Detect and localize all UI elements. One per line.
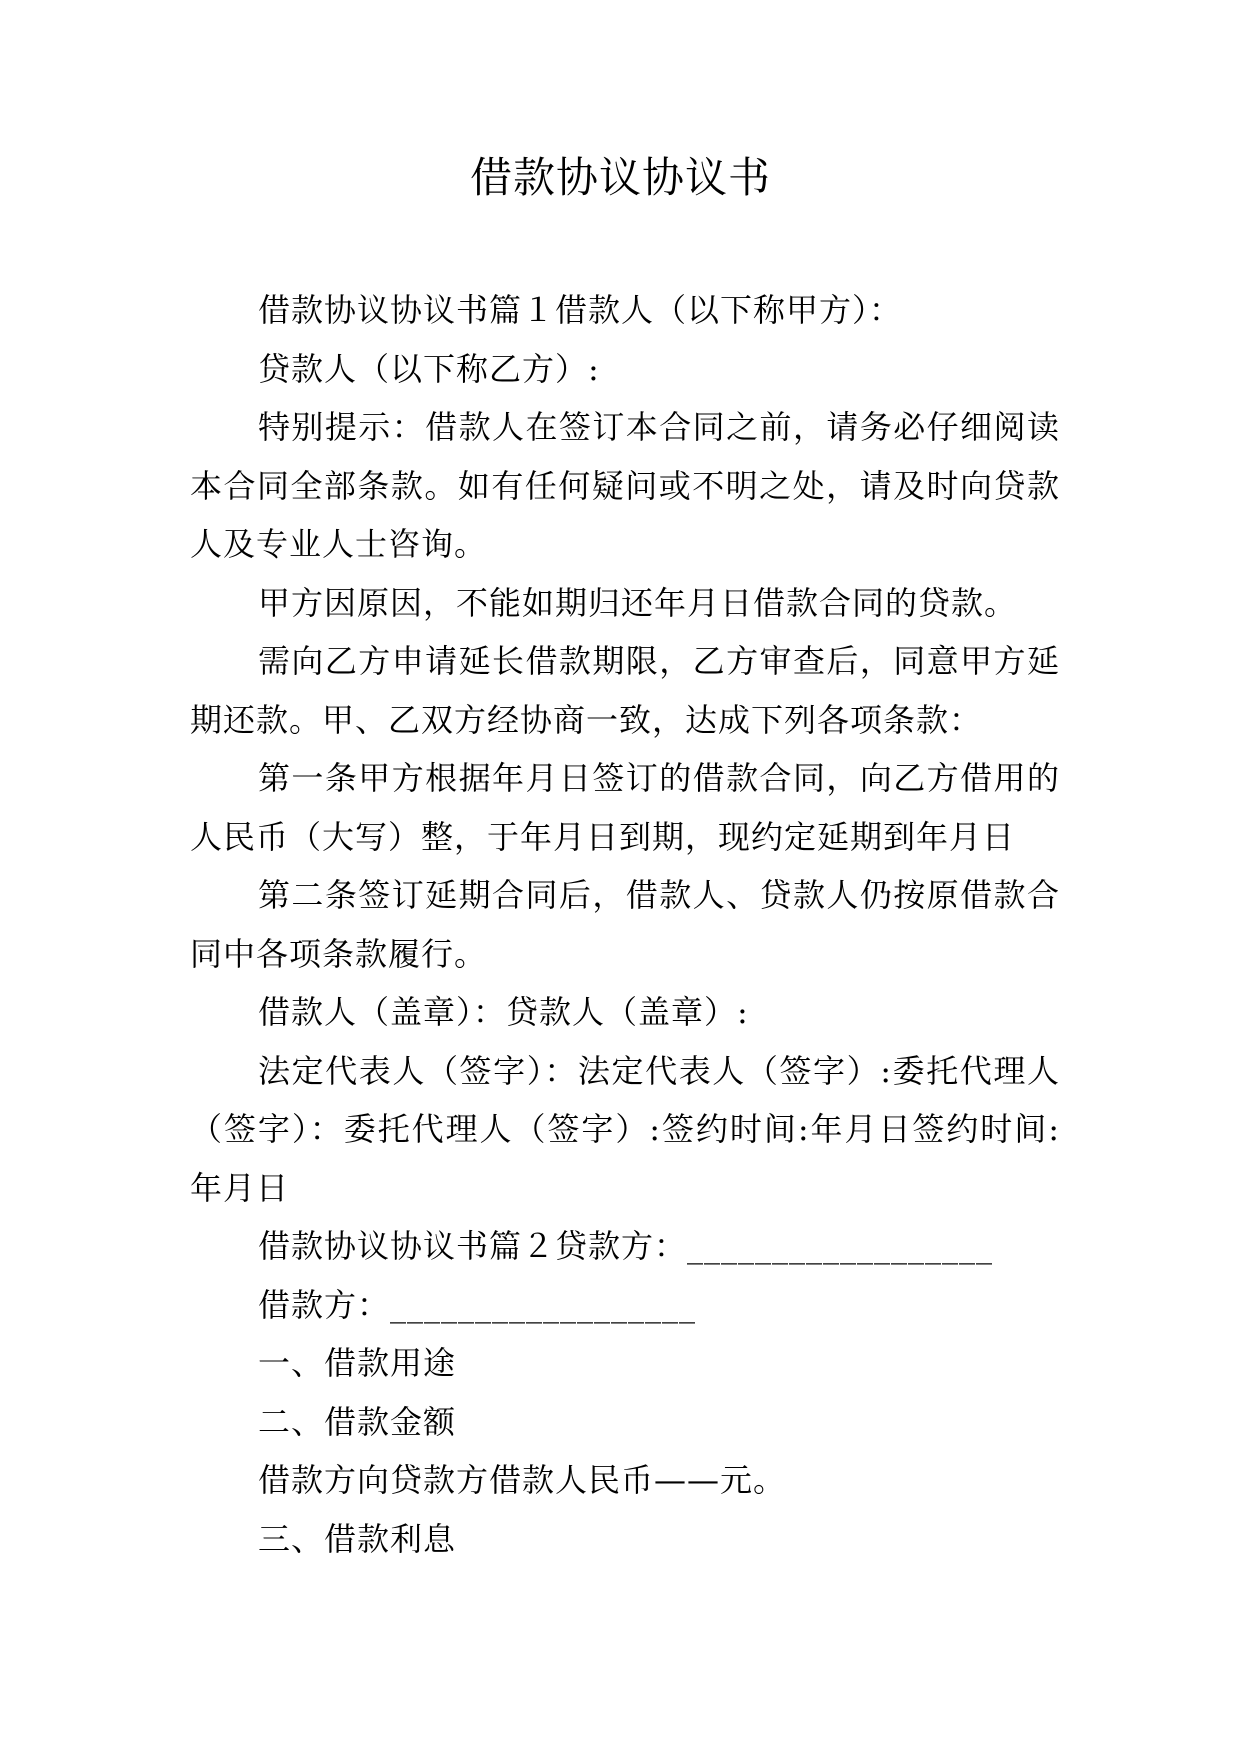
document-title: 借款协议协议书	[469, 153, 771, 202]
paragraph-extension-request: 需向乙方申请延长借款期限，乙方审查后，同意甲方延期还款。甲、乙双方经协商一致，达成下列各项条款：	[190, 642, 1060, 739]
paragraph-lender-intro: 贷款人（以下称乙方）:	[258, 349, 600, 388]
document-body	[190, 281, 1060, 1568]
paragraph-signature-line: 法定代表人（签字）：法定代表人（签字）:委托代理人（签字）：委托代理人（签字）:签约时间:年月日签约时间:年月日	[190, 1051, 1060, 1207]
section-heading-loan-interest: 三、借款利息	[258, 1519, 457, 1558]
paragraph-article-1: 第一条甲方根据年月日签订的借款合同，向乙方借用的人民币（大写）整，于年月日到期，现约定延期到年月日	[190, 759, 1060, 856]
paragraph-loan-amount: 借款方向贷款方借款人民币——元。	[258, 1461, 787, 1499]
paragraph-special-notice: 特别提示：借款人在签订本合同之前，请务必仔细阅读本合同全部条款。如有任何疑问或不明之处，请及时向贷款人及专业人士咨询。	[190, 408, 1060, 563]
paragraph-part-2-borrower: 借款方：__________________	[258, 1285, 697, 1324]
paragraph-reason: 甲方因原因，不能如期归还年月日借款合同的贷款。	[258, 583, 1018, 622]
section-heading-loan-purpose: 一、借款用途	[258, 1344, 457, 1382]
paragraph-seal-line: 借款人（盖章）：贷款人（盖章）:	[258, 993, 749, 1031]
paragraph-borrower-intro: 借款协议协议书篇１借款人（以下称甲方）：	[258, 291, 903, 329]
section-heading-loan-amount: 二、借款金额	[258, 1402, 457, 1441]
paragraph-part-2-lender: 借款协议协议书篇２贷款方：__________________	[258, 1227, 994, 1265]
paragraph-article-2: 第二条签订延期合同后，借款人、贷款人仍按原借款合同中各项条款履行。	[190, 876, 1060, 973]
